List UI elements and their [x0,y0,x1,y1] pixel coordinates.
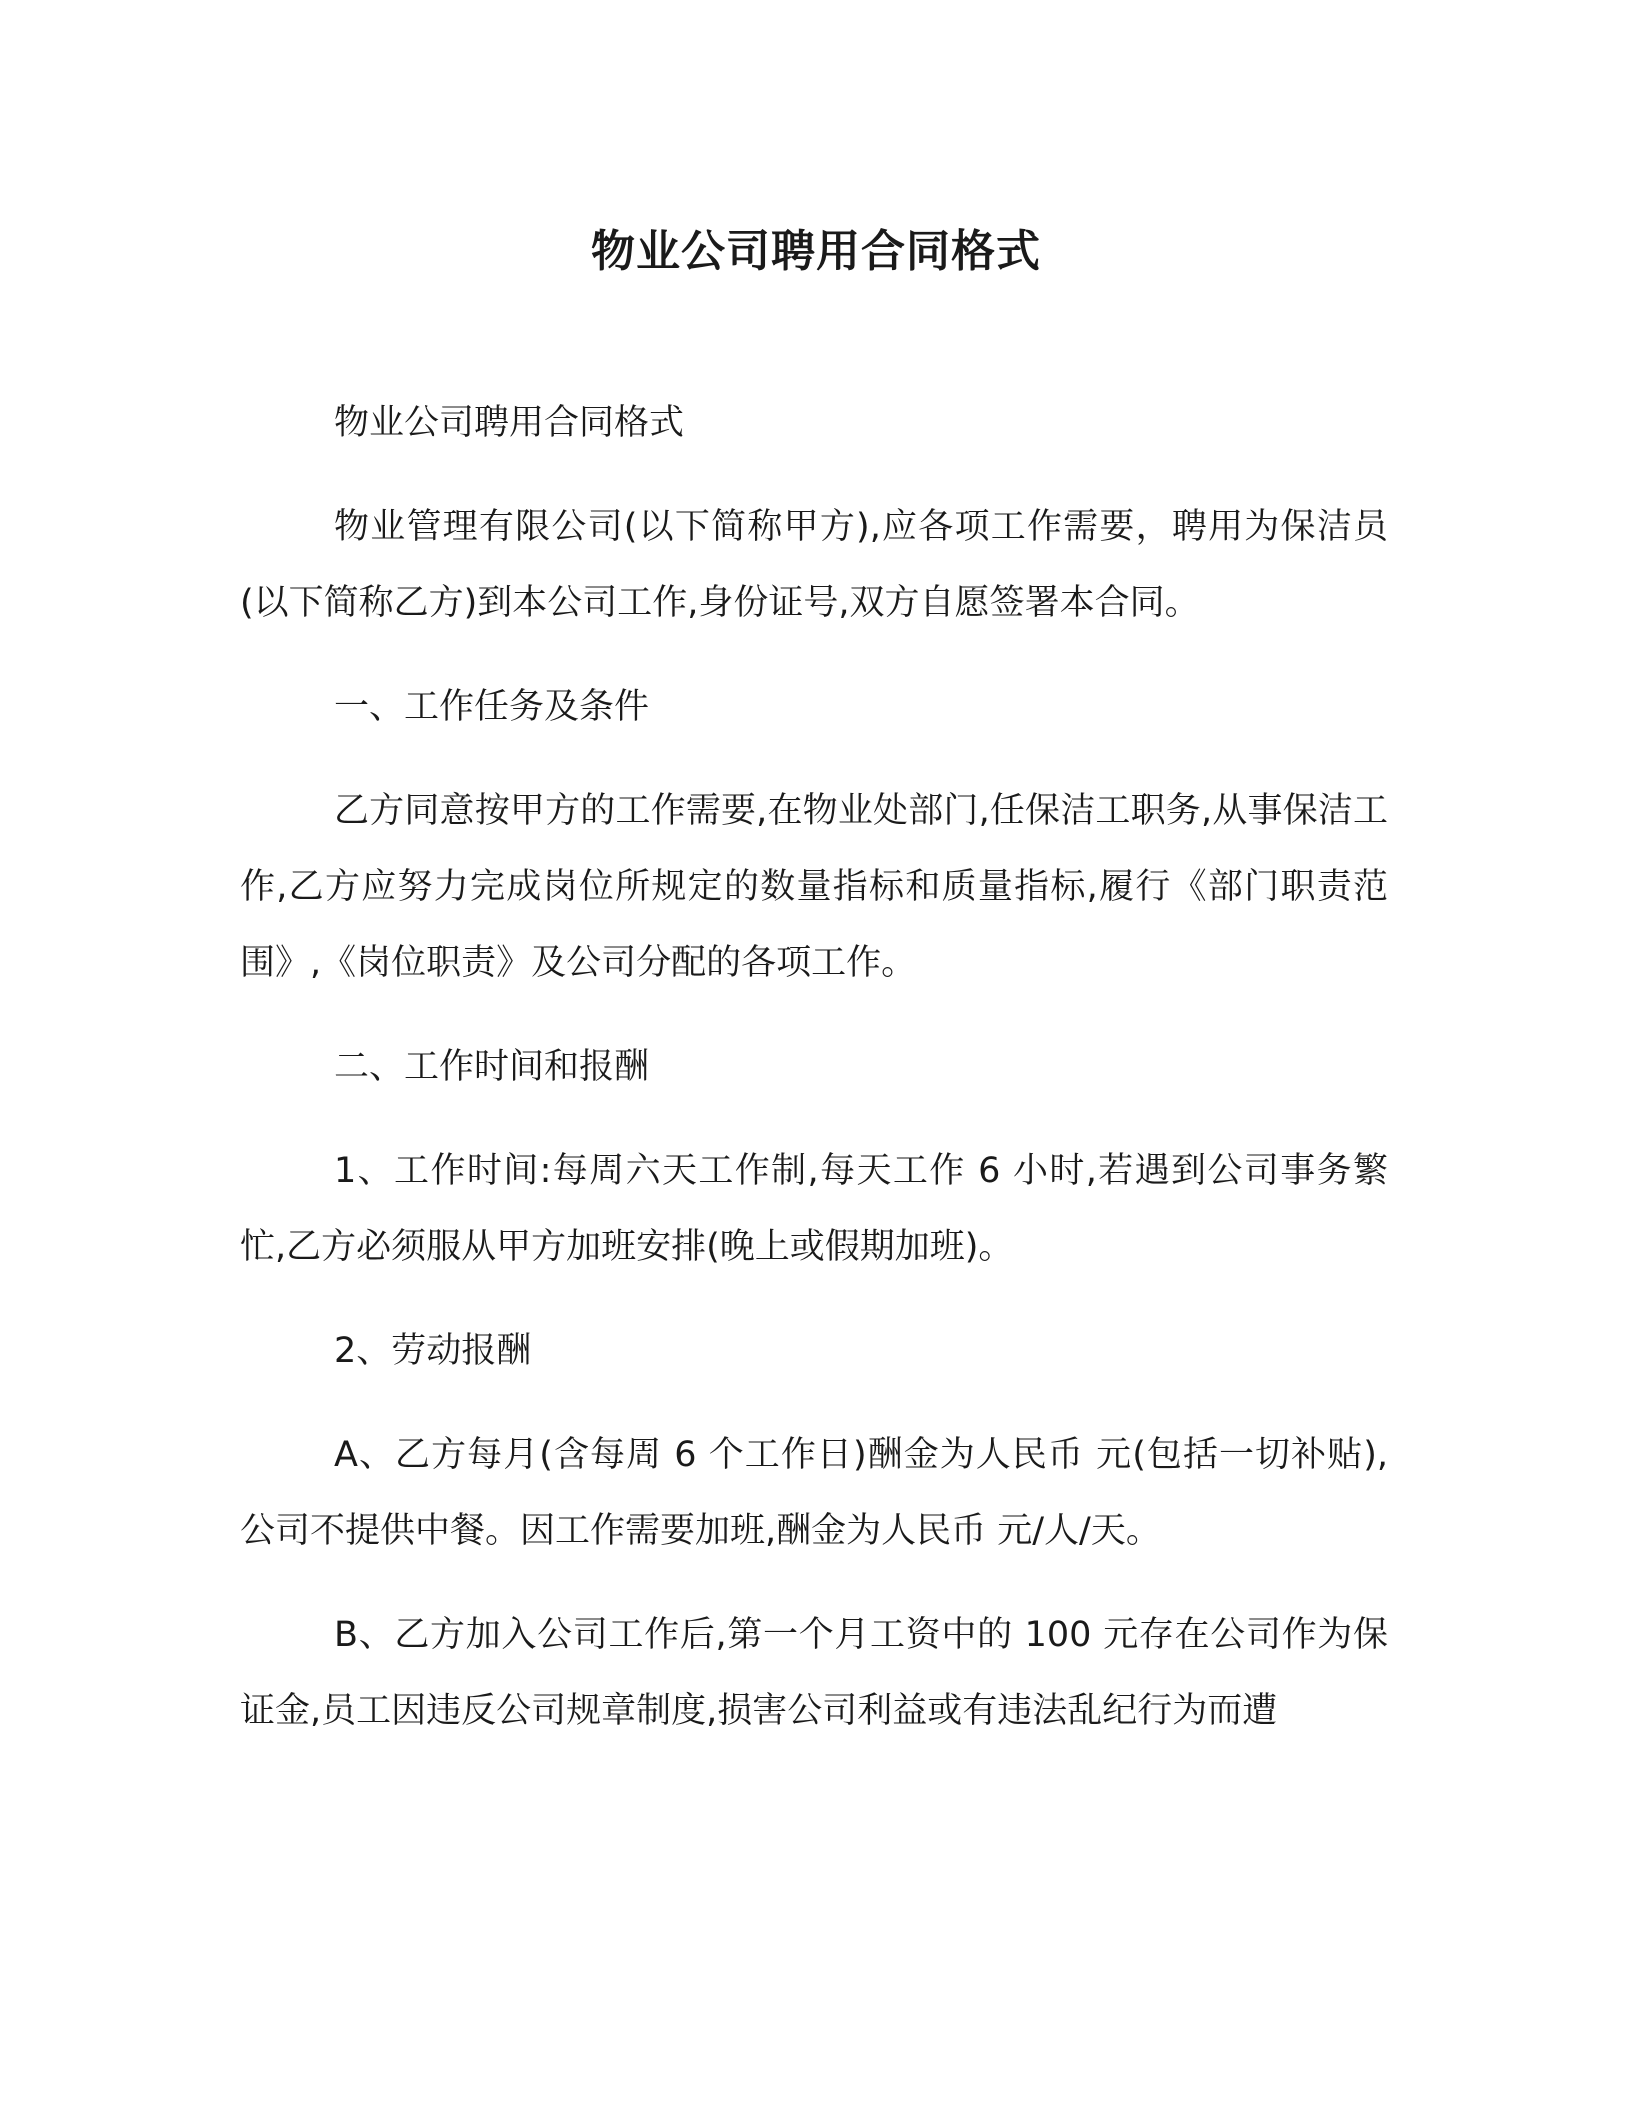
paragraph-duties: 乙方同意按甲方的工作需要,在物业处部门,任保洁工职务,从事保洁工作,乙方应努力完成岗位所规定的数量指标和质量指标,履行《部门职责范围》,《岗位职责》及公司分配的各项工作。 [240,791,1388,983]
document-title: 物业公司聘用合同格式 [591,226,1041,277]
paragraph-clause-b: B、乙方加入公司工作后,第一个月工资中的 100 元存在公司作为保证金,员工因违反公司规章制度,损害公司利益或有违法乱纪行为而遭 [240,1615,1388,1731]
paragraph-remuneration-heading: 2、劳动报酬 [334,1331,532,1371]
paragraph-work-hours: 1、工作时间:每周六天工作制,每天工作 6 小时,若遇到公司事务繁忙,乙方必须服从甲方加班安排(晚上或假期加班)。 [240,1151,1388,1267]
paragraph-clause-a: A、乙方每月(含每周 6 个工作日)酬金为人民币 元(包括一切补贴),公司不提供中餐。因工作需要加班,酬金为人民币 元/人/天。 [240,1435,1388,1551]
paragraph-subtitle: 物业公司聘用合同格式 [334,403,685,443]
paragraph-intro: 物业管理有限公司(以下简称甲方),应各项工作需要，聘用为保洁员(以下简称乙方)到本公司工作,身份证号,双方自愿签署本合同。 [240,507,1388,623]
document-body [240,385,1388,1777]
section-heading-2: 二、工作时间和报酬 [334,1047,650,1087]
section-heading-1: 一、工作任务及条件 [334,687,650,727]
